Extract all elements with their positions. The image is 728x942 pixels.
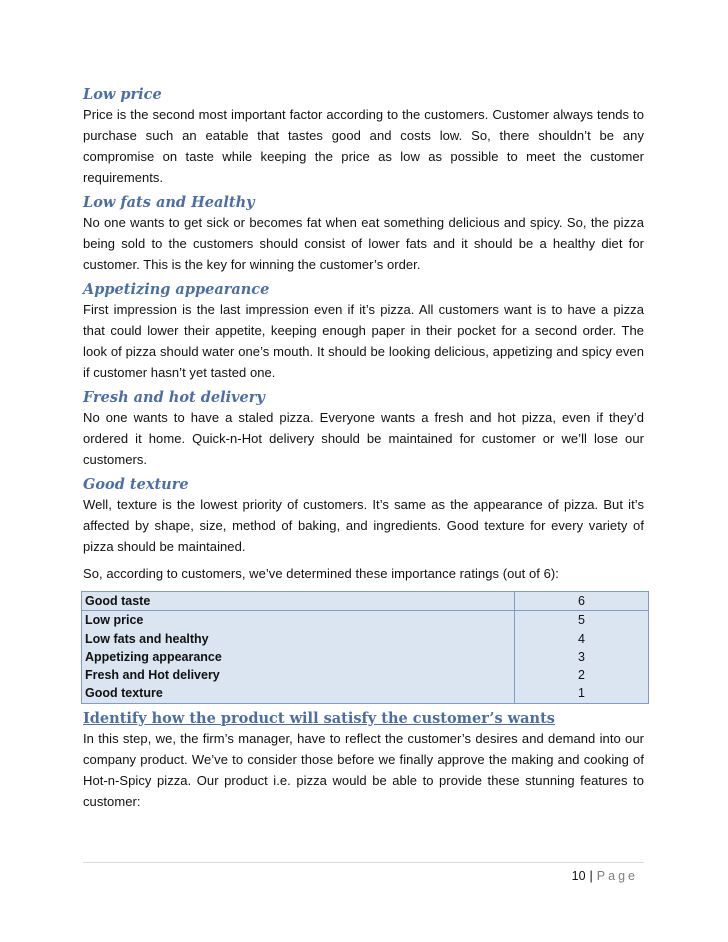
rating-value: 6 — [578, 594, 585, 608]
rating-value: 3 — [578, 649, 585, 664]
section-appetizing — [83, 281, 644, 383]
section-text: In this step, we, the firm’s manager, have to reflect the customer’s desires and demand into our company product. We’ve to consider those before we finally approve the making and cooking of Hot-n-Spicy pizza. Our product i.e. pizza would be able to provide these stunning features to customer: — [83, 730, 644, 809]
page-number: 10 — [571, 869, 586, 883]
page-footer — [83, 862, 644, 883]
section-heading: Appetizing appearance — [83, 281, 270, 298]
rating-value: 5 — [578, 613, 585, 628]
rating-value: 1 — [578, 686, 585, 701]
ratings-intro: So, according to customers, we’ve determined these importance ratings (out of 6): — [83, 566, 559, 581]
table-row — [82, 684, 648, 702]
table-row — [82, 592, 648, 611]
section-heading: Good texture — [83, 476, 189, 493]
table-row — [82, 648, 648, 666]
section-text: No one wants to have a staled pizza. Everyone wants a fresh and hot pizza, even if they’d ordered it home. Quick-n-Hot delivery should be maintained for customer or we’ll lose our customers. — [83, 410, 644, 467]
footer-separator: | — [589, 869, 593, 883]
section-heading: Low fats and Healthy — [83, 194, 255, 211]
section-text: First impression is the last impression even if it’s pizza. All customers want is to have a pizza that could lower their appetite, keeping enough paper in their pocket for a second order. The look of pizza should water one’s mouth. It should be looking delicious, appetizing and spicy even if customer hasn’t yet tasted one. — [83, 302, 644, 380]
section-fresh-hot — [83, 389, 644, 470]
section-good-texture — [83, 476, 644, 557]
page-number-block — [572, 869, 638, 883]
section-heading: Identify how the product will satisfy the customer’s wants — [83, 709, 555, 727]
rating-name: Fresh and Hot delivery — [82, 666, 515, 684]
page-label: Page — [596, 869, 638, 883]
section-satisfy — [83, 710, 644, 812]
rating-name: Good taste — [82, 592, 515, 610]
rating-value: 4 — [578, 631, 585, 646]
section-text: Well, texture is the lowest priority of customers. It’s same as the appearance of pizza. But it’s affected by shape, size, method of baking, and ingredients. Good texture for every variety of pizza should be maintained. — [83, 497, 644, 554]
section-text: Price is the second most important factor according to the customers. Customer always tends to purchase such an eatable that tastes good and costs low. So, there shouldn’t be any compromise on taste while keeping the price as low as possible to meet the customer requirements. — [83, 107, 644, 185]
section-low-price — [83, 86, 644, 188]
ratings-table — [81, 591, 649, 704]
table-row — [82, 666, 648, 684]
table-row — [82, 611, 648, 629]
rating-name: Low price — [82, 611, 515, 629]
section-heading: Low price — [83, 86, 162, 103]
rating-name: Good texture — [82, 684, 515, 702]
document-body — [83, 86, 644, 818]
section-heading: Fresh and hot delivery — [83, 389, 265, 406]
section-text: No one wants to get sick or becomes fat when eat something delicious and spicy. So, the pizza being sold to the customers should consist of lower fats and it should be a healthy diet for customer. This is the key for winning the customer’s order. — [83, 215, 644, 272]
table-row — [82, 630, 648, 648]
rating-name: Appetizing appearance — [82, 648, 515, 666]
rating-name: Low fats and healthy — [82, 630, 515, 648]
rating-value: 2 — [578, 668, 585, 683]
section-low-fats — [83, 194, 644, 275]
